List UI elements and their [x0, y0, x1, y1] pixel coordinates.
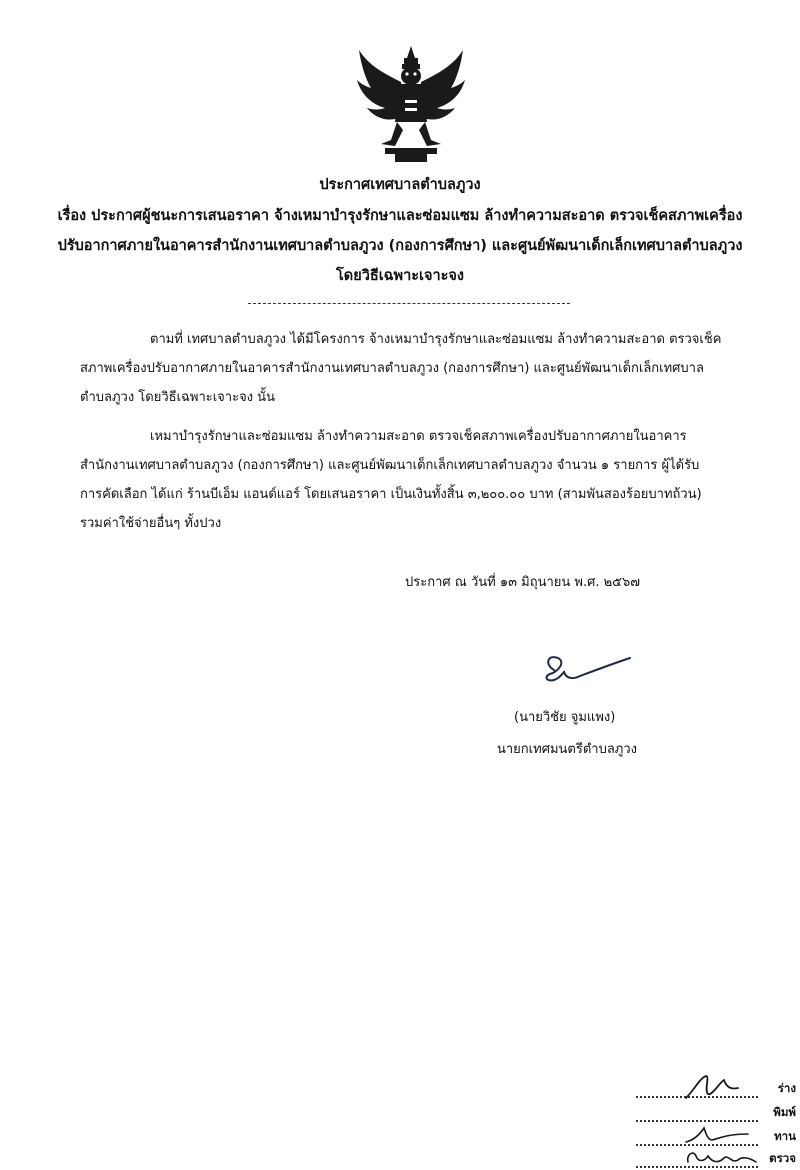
- signer-title: นายกเทศมนตรีตำบลภูวง: [497, 742, 637, 757]
- garuda-emblem-icon: [355, 44, 467, 166]
- paragraph-2-line: เหมาบำรุงรักษาและซ่อมแซม ล้างทำความสะอาด ตรวจเช็คสภาพเครื่องปรับอากาศภายในอาคาร: [150, 429, 687, 444]
- paragraph-1: [80, 325, 740, 415]
- document-title: ประกาศเทศบาลตำบลภูวง: [319, 177, 481, 193]
- subject-line-3: โดยวิธีเฉพาะเจาะจง: [336, 268, 464, 284]
- paragraph-1-line: ตามที่ เทศบาลตำบลภูวง ได้มีโครงการ จ้างเหมาบำรุงรักษาและซ่อมแซม ล้างทำความสะอาด ตรวจเช็ค: [150, 332, 722, 347]
- divider: [248, 303, 570, 304]
- initial-mark: [682, 1120, 752, 1146]
- paragraph-1-line: ตำบลภูวง โดยวิธีเฉพาะเจาะจง นั้น: [80, 390, 275, 405]
- signature-mark: [540, 650, 640, 690]
- signer-name: (นายวิชัย จูมแพง): [514, 710, 616, 725]
- check-label-draft: ร่าง: [777, 1081, 796, 1095]
- check-label-review: ทาน: [774, 1129, 796, 1143]
- paragraph-2-line: การคัดเลือก ได้แก่ ร้านบีเอ็ม แอนด์แอร์ โดยเสนอราคา เป็นเงินทั้งสิ้น ๓,๒๐๐.๐๐ บาท (สามพันสองร้อยบาทถ้วน): [80, 487, 702, 502]
- check-label-print: พิมพ์: [773, 1105, 796, 1119]
- paragraph-1-line: สภาพเครื่องปรับอากาศภายในอาคารสำนักงานเทศบาลตำบลภูวง (กองการศึกษา) และศูนย์พัฒนาเด็กเล็กเทศบาล: [80, 361, 704, 376]
- subject-line-1: เรื่อง ประกาศผู้ชนะการเสนอราคา จ้างเหมาบำรุงรักษาและซ่อมแซม ล้างทำความสะอาด ตรวจเช็คสภาพเครื่อง: [57, 208, 743, 224]
- check-label-verify: ตรวจ: [769, 1151, 796, 1165]
- initial-mark: [680, 1072, 740, 1102]
- paragraph-2: [80, 422, 740, 542]
- approval-check-block: [636, 1070, 800, 1170]
- paragraph-2-line: สำนักงานเทศบาลตำบลภูวง (กองการศึกษา) และศูนย์พัฒนาเด็กเล็กเทศบาลตำบลภูวง จำนวน ๑ รายการ ผู้ได้รับ: [80, 458, 700, 473]
- initial-mark: [680, 1144, 760, 1170]
- subject-line-2: ปรับอากาศภายในอาคารสำนักงานเทศบาลตำบลภูวง (กองการศึกษา) และศูนย์พัฒนาเด็กเล็กเทศบาลตำบลภูวง: [57, 238, 743, 254]
- announcement-date: ประกาศ ณ วันที่ ๑๓ มิถุนายน พ.ศ. ๒๕๖๗: [405, 575, 641, 590]
- paragraph-2-line: รวมค่าใช้จ่ายอื่นๆ ทั้งปวง: [80, 516, 222, 531]
